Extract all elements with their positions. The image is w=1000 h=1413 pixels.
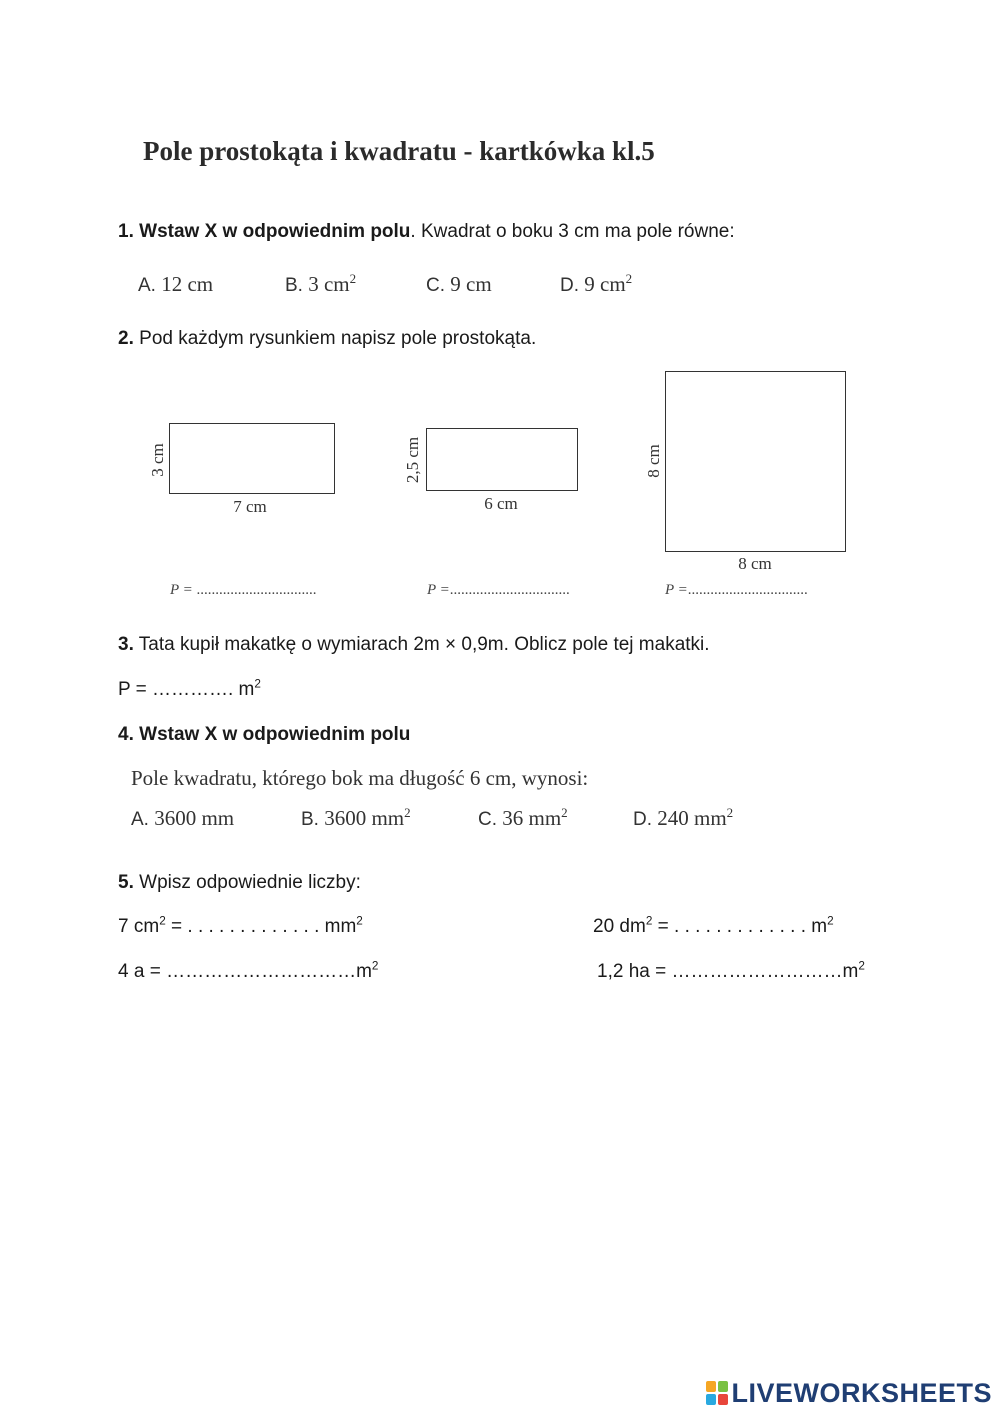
conversion-2[interactable]: 20 $dm^2$ = . . . . . . . . . . . . . $m^2$ <box>593 914 834 937</box>
q4-option-b[interactable]: B. 3600 $mm^2$ <box>301 805 411 830</box>
question-5 <box>118 872 361 894</box>
q4-option-c[interactable]: C. 36 $mm^2$ <box>478 805 568 830</box>
question-5-text: Wpisz odpowiednie liczby: <box>139 872 361 893</box>
rectangle-2 <box>426 428 578 491</box>
q1-option-b[interactable]: B. 3 $cm^2$ <box>285 271 357 296</box>
conversion-1[interactable]: 7 $cm^2$ = . . . . . . . . . . . . . $mm^2$ <box>118 914 363 937</box>
liveworksheets-logo-icon <box>706 1381 728 1405</box>
q1-option-d[interactable]: D. 9 $cm^2$ <box>560 271 633 296</box>
liveworksheets-logo-text: LIVEWORKSHEETS <box>731 1377 992 1408</box>
q1-option-a[interactable]: A. 12 cm <box>138 272 214 296</box>
q1-option-c[interactable]: C. 9 cm <box>426 272 492 296</box>
question-4-instruction: Wstaw X w odpowiednim polu <box>139 724 411 745</box>
rectangle-2-answer[interactable]: P =................................ <box>427 582 570 598</box>
liveworksheets-logo[interactable] <box>706 1378 992 1408</box>
square-3-width-label: 8 cm <box>738 554 772 573</box>
question-1-text: . Kwadrat o boku 3 cm ma pole równe: <box>410 221 735 242</box>
question-4-text: Pole kwadratu, którego bok ma długość 6 cm, wynosi: <box>131 766 589 790</box>
square-3-answer[interactable]: P =................................ <box>665 582 808 598</box>
question-4-number: 4. <box>118 724 134 745</box>
question-1 <box>118 221 735 243</box>
question-3 <box>118 634 710 656</box>
rectangle-2-height-label: 2,5 cm <box>403 436 422 484</box>
question-3-text: Tata kupił makatkę o wymiarach 2m × 0,9m. Oblicz pole tej makatki. <box>138 634 710 655</box>
rectangle-1-width-label: 7 cm <box>233 497 267 516</box>
rectangle-1-answer[interactable]: P = ................................ <box>170 582 317 598</box>
question-1-number: 1. <box>118 221 134 242</box>
conversion-3[interactable]: 4 $a = \dots\dots\dots\dots\dots\dots\dots\dots\dots\dots m^2$ <box>118 959 379 982</box>
question-3-number: 3. <box>118 634 134 655</box>
logo-square-4 <box>718 1394 728 1405</box>
question-3-answer[interactable]: P = …………. $m^2$ <box>118 677 261 700</box>
question-2 <box>118 328 536 350</box>
worksheet-title: Pole prostokąta i kwadratu - kartkówka kl.5 <box>143 136 655 166</box>
question-2-text: Pod każdym rysunkiem napisz pole prostokąta. <box>139 328 537 349</box>
q4-option-a[interactable]: A. 3600 mm <box>131 806 235 830</box>
q4-option-d[interactable]: D. 240 $mm^2$ <box>633 805 734 830</box>
logo-square-2 <box>718 1381 728 1392</box>
question-5-number: 5. <box>118 872 134 893</box>
rectangle-2-width-label: 6 cm <box>484 494 518 513</box>
question-2-number: 2. <box>118 328 134 349</box>
rectangle-1-height-label: 3 cm <box>148 443 167 477</box>
question-4 <box>118 724 410 746</box>
question-1-instruction: Wstaw X w odpowiednim polu <box>139 221 411 242</box>
conversion-4[interactable]: 1,2 ha = $\dots\dots\dots\dots\dots\dots\dots\dots\dots m^2$ <box>597 959 865 982</box>
rectangle-1 <box>169 423 335 494</box>
logo-square-1 <box>706 1381 716 1392</box>
square-3-height-label: 8 cm <box>644 444 663 478</box>
square-3 <box>665 371 846 552</box>
logo-square-3 <box>706 1394 716 1405</box>
